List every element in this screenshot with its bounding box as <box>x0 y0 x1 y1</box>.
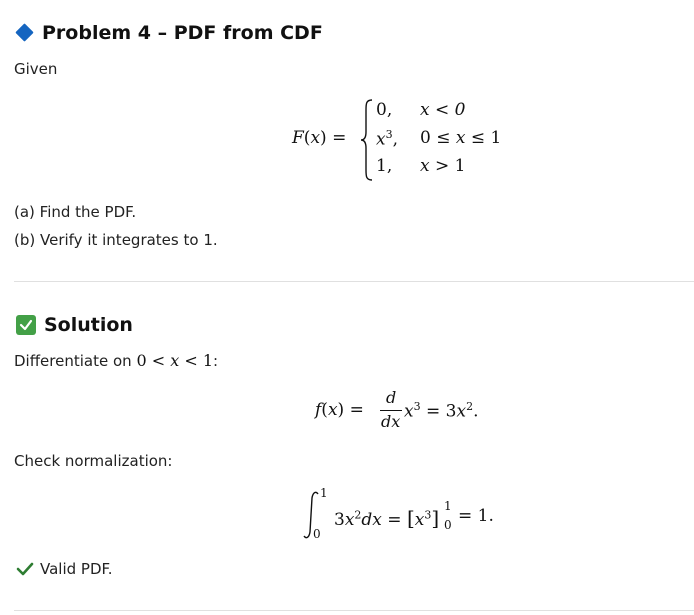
cdf-case-cond-0: x < 0 <box>420 100 466 120</box>
cdf-case-value-1: $x^3$, <box>376 128 398 150</box>
verdict-text: Valid PDF. <box>40 560 113 578</box>
check-mark-icon <box>16 561 34 581</box>
cdf-case-cond-2: x > 1 <box>420 156 466 176</box>
divider-bottom <box>14 610 694 611</box>
fraction-bar <box>380 410 402 411</box>
left-brace-icon <box>360 98 374 182</box>
blue-diamond-icon <box>15 23 33 41</box>
cdf-lhs: F(x) = <box>292 128 347 148</box>
derivative-rhs: $x^3 = 3x^2$. <box>404 400 479 422</box>
integral-upper: 1 <box>320 486 328 500</box>
problem-title: Problem 4 – PDF from CDF <box>42 22 323 44</box>
part-a: (a) Find the PDF. <box>14 203 137 221</box>
solution-intro: Differentiate on 0 < x < 1: <box>14 351 219 370</box>
check-label: Check normalization: <box>14 452 173 470</box>
check-box-icon <box>16 315 36 335</box>
given-label: Given <box>14 60 58 78</box>
derivative-num: d <box>386 388 397 407</box>
cdf-case-cond-1: 0 ≤ x ≤ 1 <box>420 128 502 148</box>
cdf-case-value-2: 1, <box>376 156 393 176</box>
derivative-den: dx <box>381 412 401 431</box>
solution-title: Solution <box>44 314 133 336</box>
divider-top <box>14 281 694 282</box>
eval-upper: 1 <box>444 499 452 513</box>
derivative-lhs: f(x) = <box>315 400 364 420</box>
part-b: (b) Verify it integrates to 1. <box>14 231 218 249</box>
cdf-case-value-0: 0, <box>376 100 393 120</box>
integral-result: = 1. <box>458 506 494 526</box>
eval-lower: 0 <box>444 518 452 532</box>
integral-body: $3x^2dx = [x^3]$ <box>334 506 440 530</box>
integral-lower: 0 <box>313 527 321 541</box>
